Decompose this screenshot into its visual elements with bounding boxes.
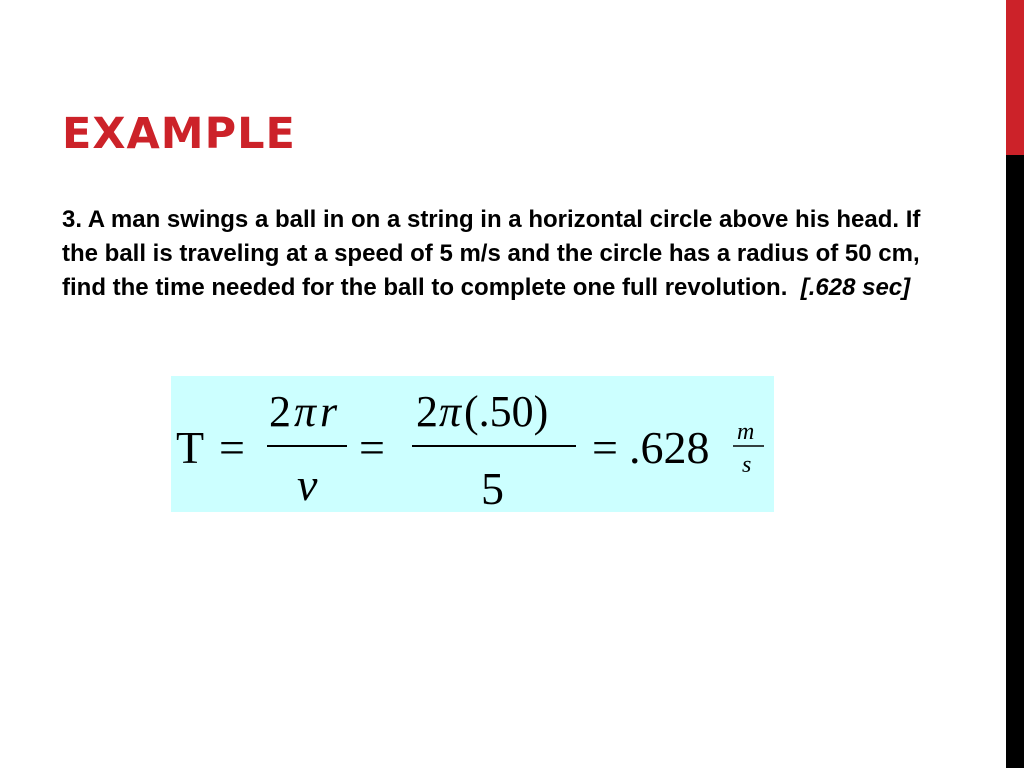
- sidebar-dark-bar: [1006, 155, 1024, 768]
- sidebar-accent-bar: [1006, 0, 1024, 155]
- eq-lhs: T: [176, 422, 205, 473]
- eq-frac1-den: v: [297, 459, 318, 510]
- equation-box: [171, 376, 774, 512]
- eq-unit-num: m: [737, 419, 755, 445]
- eq-frac2-pi: π: [439, 387, 462, 436]
- eq-equals-1: =: [219, 422, 245, 473]
- eq-frac1-r: r: [320, 387, 338, 436]
- slide-title: EXAMPLE: [62, 109, 296, 159]
- eq-frac2-den: 5: [481, 463, 504, 512]
- problem-statement: [62, 203, 922, 305]
- eq-unit-den: s: [742, 452, 752, 478]
- eq-frac1-pi: π: [294, 387, 317, 436]
- eq-equals-2: =: [359, 422, 385, 473]
- answer-text: [.628 sec]: [800, 274, 911, 301]
- eq-frac1-coef: 2: [269, 387, 291, 436]
- eq-result: .628: [629, 422, 710, 473]
- eq-equals-3: =: [592, 422, 618, 473]
- eq-frac2-coef: 2: [416, 387, 438, 436]
- equation-svg: [171, 376, 774, 512]
- eq-frac2-value: (.50): [464, 387, 549, 436]
- problem-text: 3. A man swings a ball in on a string in a horizontal circle above his head. If the ball is traveling at a speed of 5 m/s and the circle has a radius of 50 cm, find the time needed for the ball to complete one full revolution.: [62, 206, 921, 301]
